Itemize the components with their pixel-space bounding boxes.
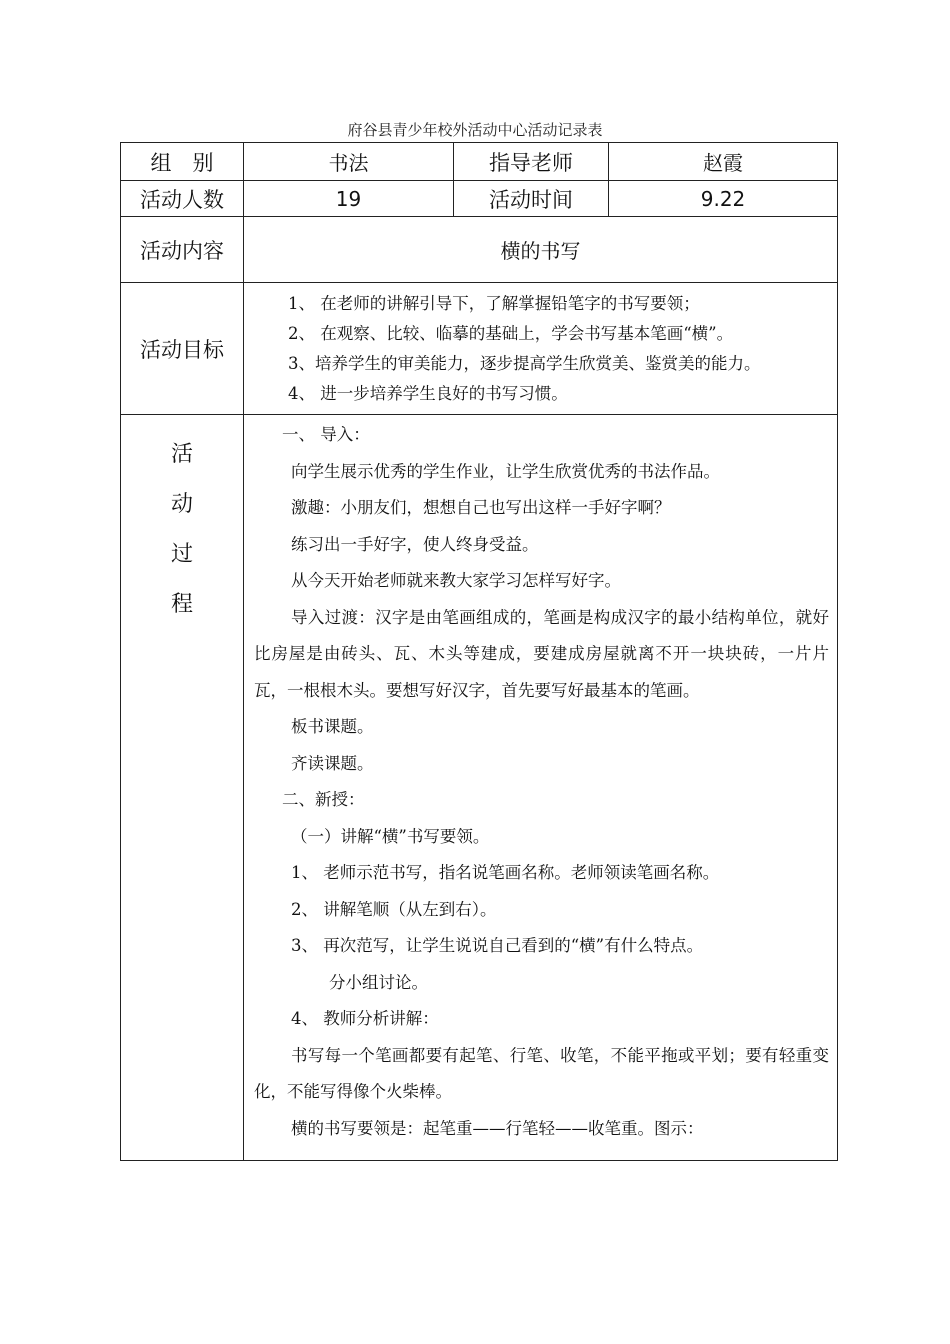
goals-label: 活动目标 xyxy=(121,283,244,415)
row-group xyxy=(121,143,838,181)
time-label: 活动时间 xyxy=(454,181,609,217)
goal-item: 2、 在观察、比较、临摹的基础上，学会书写基本笔画“横”。 xyxy=(288,323,734,343)
process-paragraph: 向学生展示优秀的学生作业，让学生欣赏优秀的书法作品。 xyxy=(291,461,720,481)
process-label-char: 活 xyxy=(170,442,193,467)
goal-item: 4、 进一步培养学生良好的书写习惯。 xyxy=(288,383,568,403)
content-value: 横的书写 xyxy=(244,217,838,283)
process-label-char: 过 xyxy=(170,542,193,567)
process-body xyxy=(244,415,838,1161)
process-heading: 一、 导入： xyxy=(282,425,370,444)
process-paragraph: 激趣：小朋友们，想想自己也写出这样一手好字啊？ xyxy=(291,498,671,517)
goal-item: 3、培养学生的审美能力，逐步提高学生欣赏美、鉴赏美的能力。 xyxy=(288,353,761,373)
goals-list xyxy=(244,283,838,415)
process-paragraph: 2、 讲解笔顺（从左到右）。 xyxy=(291,899,497,919)
process-paragraph: 板书课题。 xyxy=(291,717,374,736)
process-label-char: 程 xyxy=(170,592,193,617)
process-subheading: （一）讲解“横”书写要领。 xyxy=(291,826,490,846)
process-paragraph: 从今天开始老师就来教大家学习怎样写好字。 xyxy=(291,571,621,590)
process-paragraph: 齐读课题。 xyxy=(291,753,374,773)
count-label: 活动人数 xyxy=(121,181,244,217)
process-paragraph: 1、 老师示范书写，指名说笔画名称。老师领读笔画名称。 xyxy=(291,863,720,882)
process-paragraph: 3、 再次范写，让学生说说自己看到的“横”有什么特点。 xyxy=(291,936,704,955)
process-label-char: 动 xyxy=(170,492,193,517)
count-value: 19 xyxy=(244,181,454,217)
content-label: 活动内容 xyxy=(121,217,244,283)
group-value: 书法 xyxy=(244,143,454,181)
row-content xyxy=(121,217,838,283)
teacher-label: 指导老师 xyxy=(454,143,609,181)
process-label xyxy=(121,415,244,1161)
row-count-time xyxy=(121,181,838,217)
goal-item: 1、 在老师的讲解引导下，了解掌握铅笔字的书写要领； xyxy=(288,293,700,313)
page-title: 府谷县青少年校外活动中心活动记录表 xyxy=(347,121,603,139)
row-goals xyxy=(121,283,838,415)
group-label: 组 别 xyxy=(121,143,244,181)
teacher-value: 赵霞 xyxy=(609,143,838,181)
activity-record-table xyxy=(120,142,838,1161)
process-paragraph: 书写每一个笔画都要有起笔、行笔、收笔，不能平拖或平划；要有轻重变化，不能写得像个火柴棒。 xyxy=(254,1045,829,1101)
process-paragraph: 4、 教师分析讲解： xyxy=(291,1009,439,1028)
process-paragraph: 练习出一手好字，使人终身受益。 xyxy=(291,534,539,554)
time-value: 9.22 xyxy=(609,181,838,217)
row-process xyxy=(121,415,838,1161)
process-paragraph: 导入过渡：汉字是由笔画组成的，笔画是构成汉字的最小结构单位，就好比房屋是由砖头、瓦、木头等建成，要建成房屋就离不开一块块砖，一片片瓦，一根根木头。要想写好汉字，首先要写好最基本的笔画。 xyxy=(254,607,829,700)
process-paragraph: 横的书写要领是：起笔重——行笔轻——收笔重。图示： xyxy=(291,1118,704,1138)
process-heading: 二、新授： xyxy=(282,790,365,809)
process-paragraph: 分小组讨论。 xyxy=(329,972,428,992)
